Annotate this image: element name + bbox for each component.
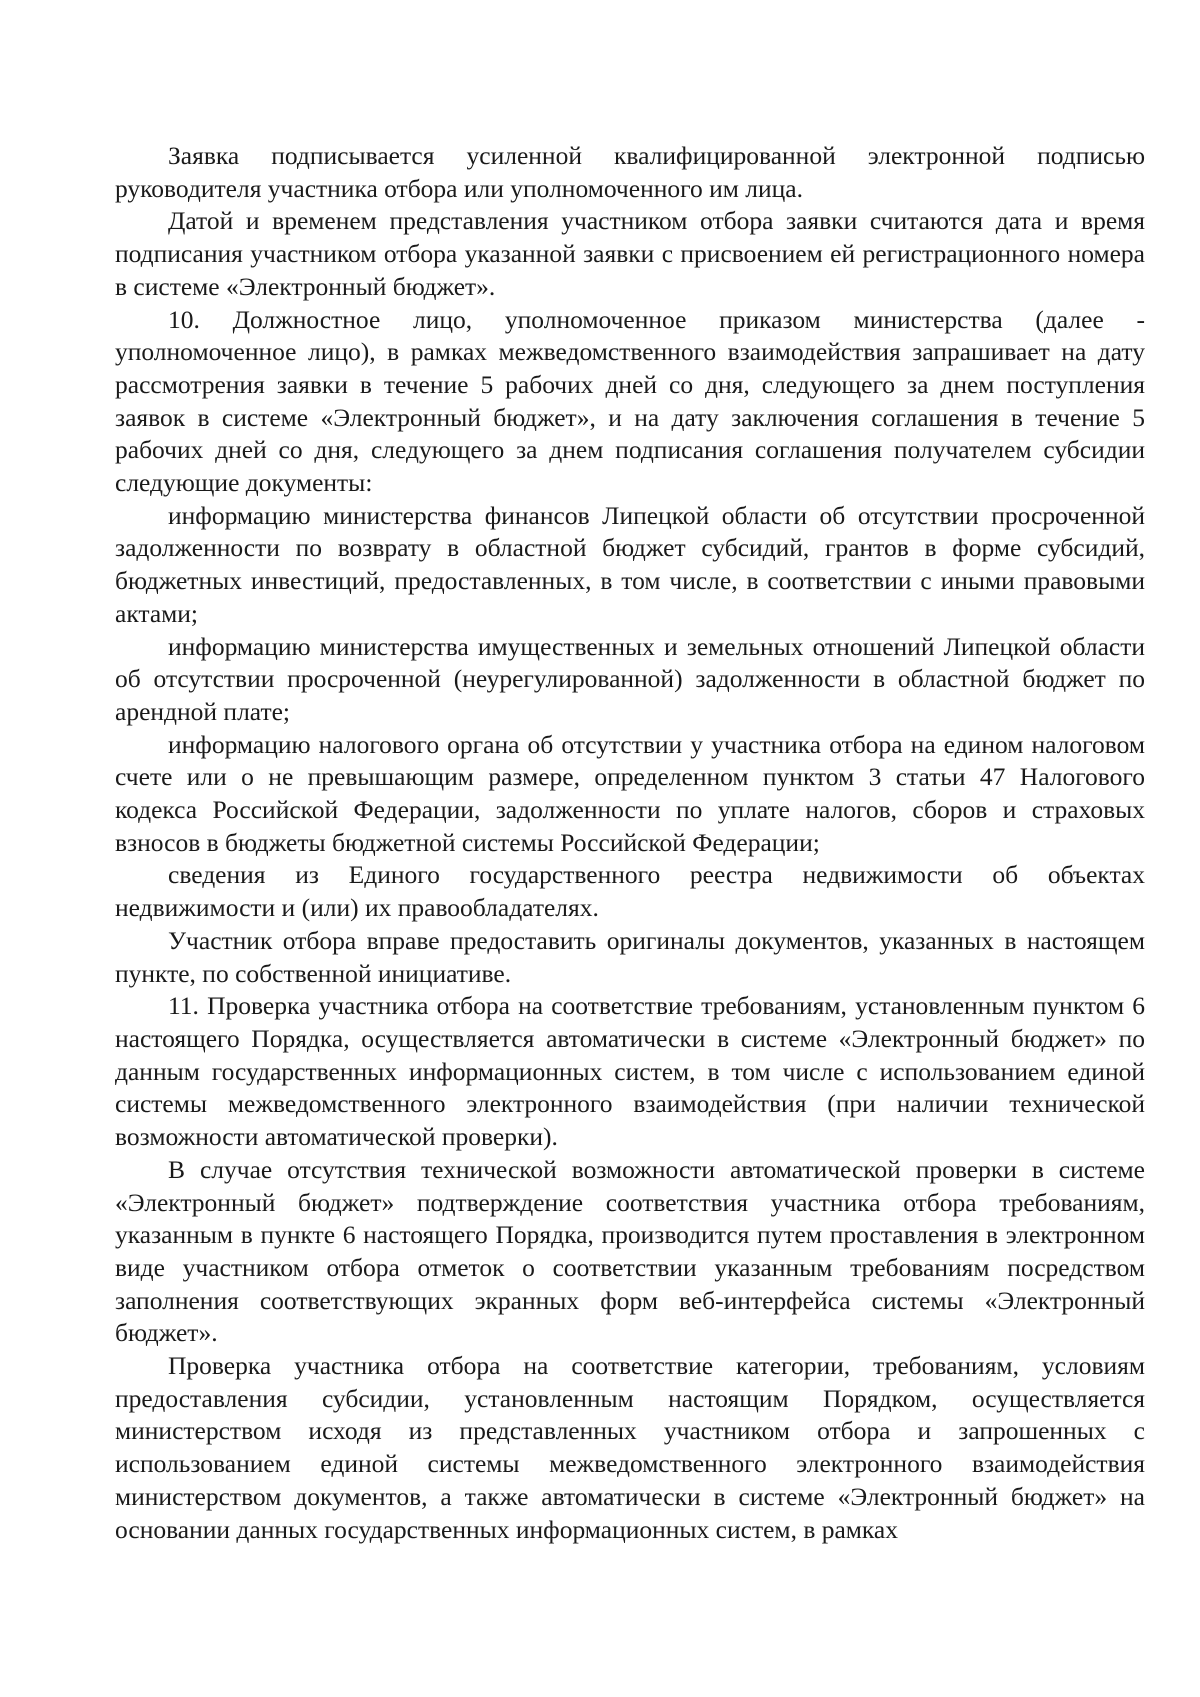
paragraph-registry-info: сведения из Единого государственного реестра недвижимости об объектах недвижимости и (или) их правообладателях. bbox=[115, 860, 1145, 923]
paragraph-signature: Заявка подписывается усиленной квалифицированной электронной подписью руководителя участника отбора или уполномоченного им лица. bbox=[115, 141, 1145, 203]
paragraph-ministry-check: Проверка участника отбора на соответствие категории, требованиям, условиям предоставления субсидии, установленным настоящим Порядком, осуществляется министерством исходя из представленных участником отбора и запрошенных с использованием единой системы межведомственного электронного взаимодействия министерством документов, а также автоматически в системе «Электронный бюджет» на основании данных государственных информационных систем, в рамках bbox=[115, 1351, 1145, 1544]
paragraph-item-11: 11. Проверка участника отбора на соответствие требованиям, установленным пунктом 6 настоящего Порядка, осуществляется автоматически в системе «Электронный бюджет» по данным государственных информационных систем, в том числе с использованием единой системы межведомственного электронного взаимодействия (при наличии технической возможности автоматической проверки). bbox=[115, 991, 1145, 1152]
paragraph-submission-date: Датой и временем представления участником отбора заявки считаются дата и время подписания участником отбора указанной заявки с присвоением ей регистрационного номера в системе «Электронный бюджет». bbox=[115, 206, 1145, 301]
paragraph-item-10: 10. Должностное лицо, уполномоченное приказом министерства (далее - уполномоченное лицо), в рамках межведомственного взаимодействия запрашивает на дату рассмотрения заявки в течение 5 рабочих дней со дня, следующего за днем поступления заявок в системе «Электронный бюджет», и на дату заключения соглашения в течение 5 рабочих дней со дня, следующего за днем подписания соглашения получателем субсидии следующие документы: bbox=[115, 304, 1145, 498]
paragraph-manual-check: В случае отсутствия технической возможности автоматической проверки в системе «Электронный бюджет» подтверждение соответствия участника отбора требованиям, указанным в пункте 6 настоящего Порядка, производится путем проставления в электронном виде участником отбора отметок о соответствии указанным требованиям посредством заполнения соответствующих экранных форм веб-интерфейса системы «Электронный бюджет». bbox=[115, 1154, 1145, 1348]
document-page bbox=[115, 140, 1145, 1546]
paragraph-originals: Участник отбора вправе предоставить оригиналы документов, указанных в настоящем пункте, по собственной инициативе. bbox=[115, 925, 1145, 988]
paragraph-property-info: информацию министерства имущественных и земельных отношений Липецкой области об отсутствии просроченной (неурегулированной) задолженности в областной бюджет по арендной плате; bbox=[115, 631, 1145, 726]
paragraph-tax-info: информацию налогового органа об отсутствии у участника отбора на едином налоговом счете или о не превышающим размере, определенном пунктом 3 статьи 47 Налогового кодекса Российской Федерации, задолженности по уплате налогов, сборов и страховых взносов в бюджеты бюджетной системы Российской Федерации; bbox=[115, 729, 1145, 857]
paragraph-finance-info: информацию министерства финансов Липецкой области об отсутствии просроченной задолженности по возврату в областной бюджет субсидий, грантов в форме субсидий, бюджетных инвестиций, предоставленных, в том числе, в соответствии с иными правовыми актами; bbox=[115, 500, 1145, 628]
